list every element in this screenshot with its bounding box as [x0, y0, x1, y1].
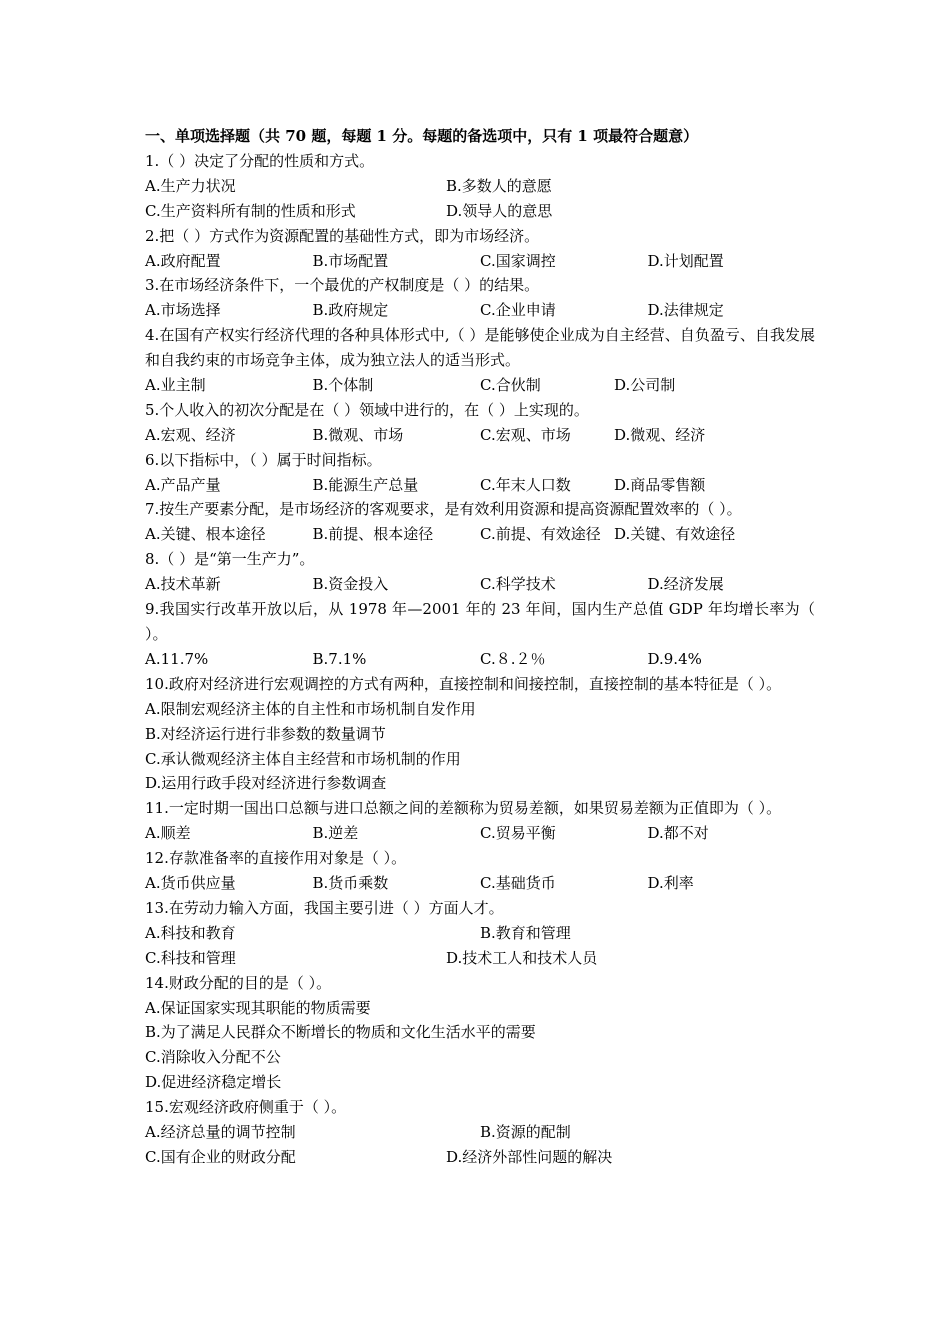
option-c: C.国家调控 — [480, 251, 556, 270]
question-stem: 1.（ ）决定了分配的性质和方式。 — [145, 151, 375, 170]
question-stem: 5.个人收入的初次分配是在（ ）领域中进行的，在（ ）上实现的。 — [145, 400, 589, 419]
option-row — [145, 423, 815, 448]
option-a: A.技术革新 — [145, 575, 221, 594]
option-d: D.经济发展 — [647, 575, 724, 594]
option-a: A.保证国家实现其职能的物质需要 — [145, 998, 371, 1017]
option-d: D.法律规定 — [647, 301, 724, 320]
option-b: B.货币乘数 — [312, 874, 389, 893]
question-stem: 10.政府对经济进行宏观调控的方式有两种，直接控制和间接控制，直接控制的基本特征是（ ）。 — [145, 674, 782, 693]
option-row — [145, 199, 815, 224]
option-b: B.微观、市场 — [312, 425, 404, 444]
option-row — [145, 647, 815, 672]
option-row — [145, 871, 815, 896]
question-stem: 2.把（ ）方式作为资源配置的基础性方式，即为市场经济。 — [145, 226, 540, 245]
option-a: A.生产力状况 — [145, 176, 236, 195]
option-c: C.承认微观经济主体自主经营和市场机制的作用 — [145, 749, 461, 768]
question-stem: 6.以下指标中，（ ）属于时间指标。 — [145, 450, 382, 469]
option-a: A.市场选择 — [145, 301, 221, 320]
option-b: B.政府规定 — [312, 301, 389, 320]
question-stem: 13.在劳动力输入方面，我国主要引进（ ）方面人才。 — [145, 898, 504, 917]
option-c: C.科学技术 — [480, 575, 556, 594]
option-a: A.限制宏观经济主体的自主性和市场机制自发作用 — [145, 699, 476, 718]
question-stem: 3.在市场经济条件下，一个最优的产权制度是（ ）的结果。 — [145, 276, 540, 295]
option-c: C.科技和管理 — [145, 948, 236, 967]
option-row — [145, 298, 815, 323]
option-d: D.公司制 — [614, 376, 676, 394]
question-stem: 9.我国实行改革开放以后，从 1978 年—2001 年的 23 年间，国内生产总值 GDP 年均增长率为（ ）。 — [145, 600, 815, 643]
question-list — [145, 124, 815, 1170]
option-b: B.7.1% — [312, 649, 367, 668]
option-b: B.个体制 — [312, 376, 374, 394]
option-a: A.货币供应量 — [145, 874, 236, 893]
option-a: A.政府配置 — [145, 251, 221, 270]
option-c: C.消除收入分配不公 — [145, 1048, 281, 1067]
question-stem: 15.宏观经济政府侧重于（ ）。 — [145, 1098, 347, 1117]
option-c: C.８.２％ — [480, 649, 546, 668]
question-stem: 7.按生产要素分配，是市场经济的客观要求，是有效利用资源和提高资源配置效率的（ ）。 — [145, 500, 742, 519]
option-d: D.9.4% — [647, 649, 702, 668]
option-d: D.都不对 — [647, 824, 709, 843]
option-b: B.能源生产总量 — [312, 475, 419, 494]
option-b: B.教育和管理 — [480, 923, 571, 942]
option-row — [145, 572, 815, 597]
option-d: D.关键、有效途径 — [614, 525, 736, 544]
option-row — [145, 522, 815, 547]
option-a: A.11.7% — [145, 649, 209, 668]
option-a: A.产品产量 — [145, 475, 221, 494]
question-stem: 14.财政分配的目的是（ ）。 — [145, 973, 332, 992]
option-a: A.宏观、经济 — [145, 425, 236, 444]
question-stem: 4.在国有产权实行经济代理的各种具体形式中,（ ）是能够使企业成为自主经营、自负盈亏、自我发展和自我约束的市场竞争主体，成为独立法人的适当形式。 — [145, 326, 815, 370]
option-row — [145, 1145, 815, 1170]
option-b: B.市场配置 — [312, 251, 389, 270]
option-c: C.生产资料所有制的性质和形式 — [145, 201, 356, 220]
option-row — [145, 373, 815, 398]
question-stem: 8.（ ）是“第一生产力”。 — [145, 550, 315, 569]
option-d: D.微观、经济 — [614, 425, 706, 444]
option-b: B.为了满足人民群众不断增长的物质和文化生活水平的需要 — [145, 1023, 536, 1042]
option-c: C.企业申请 — [480, 301, 556, 320]
option-a: A.关键、根本途径 — [145, 525, 266, 544]
option-row — [145, 174, 815, 199]
option-d: D.促进经济稳定增长 — [145, 1073, 282, 1092]
question-stem: 12.存款准备率的直接作用对象是（ ）。 — [145, 849, 407, 868]
option-b: B.逆差 — [312, 824, 359, 843]
option-d: D.技术工人和技术人员 — [446, 948, 598, 967]
option-b: B.前提、根本途径 — [312, 525, 434, 544]
option-c: C.年末人口数 — [480, 475, 571, 494]
option-row — [145, 946, 815, 971]
option-c: C.基础货币 — [480, 874, 556, 893]
option-row — [145, 473, 815, 498]
option-row — [145, 921, 815, 946]
option-d: D.领导人的意思 — [446, 201, 553, 220]
option-c: C.贸易平衡 — [480, 824, 556, 843]
section-heading: 一、单项选择题（共 70 题，每题 1 分。每题的备选项中，只有 1 项最符合题意） — [145, 127, 699, 145]
option-c: C.合伙制 — [480, 376, 541, 394]
option-d: D.经济外部性问题的解决 — [446, 1147, 613, 1166]
option-row — [145, 821, 815, 846]
option-c: C.宏观、市场 — [480, 425, 571, 444]
option-d: D.计划配置 — [647, 251, 724, 270]
option-a: A.科技和教育 — [145, 923, 236, 942]
option-c: C.国有企业的财政分配 — [145, 1147, 296, 1166]
option-row — [145, 249, 815, 274]
option-b: B.资源的配制 — [480, 1123, 571, 1142]
option-d: D.商品零售额 — [614, 475, 706, 494]
option-c: C.前提、有效途径 — [480, 525, 601, 544]
option-b: B.对经济运行进行非参数的数量调节 — [145, 724, 386, 743]
option-b: B.资金投入 — [312, 575, 389, 594]
option-d: D.利率 — [647, 874, 694, 893]
option-d: D.运用行政手段对经济进行参数调查 — [145, 774, 387, 793]
option-a: A.顺差 — [145, 824, 191, 843]
option-a: A.业主制 — [145, 376, 206, 394]
question-stem: 11.一定时期一国出口总额与进口总额之间的差额称为贸易差额，如果贸易差额为正值即为（ ）。 — [145, 799, 782, 818]
option-b: B.多数人的意愿 — [446, 176, 552, 195]
option-a: A.经济总量的调节控制 — [145, 1123, 296, 1142]
option-row — [145, 1120, 815, 1145]
